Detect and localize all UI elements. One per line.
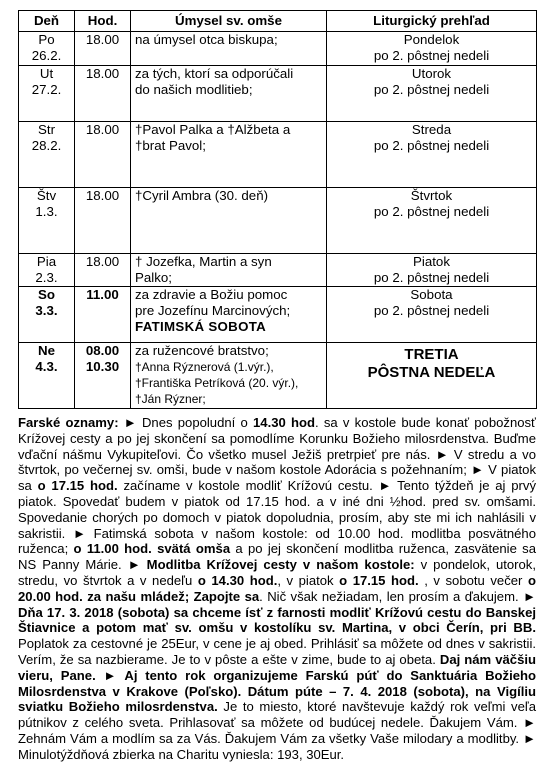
time-value: 08.00 [85,343,120,358]
liturgy-cell [327,343,537,409]
day-name: Štv [36,188,57,203]
text-run: Je to miesto, ktoré navštevuje každý rok veľmi veľa pútnikov z celého sveta. Prihlasovať sa môžete od budúcej nedele. Ďakujem Vám. ► Zehnám Vám a modlím sa za Vás. Ďakujem Vám za všetky Vaše milodary a modlitby. ► Minulotýždňová zbierka na Charitu vyniesla: 193, 30Eur. [18,699,536,762]
text-run-bold: o 20.00 hod. za našu mládež; Zapojte sa [18,572,536,604]
liturgy-day: Sobota [410,287,453,302]
liturgy-day: Piatok [413,254,450,269]
text-run: , v piatok [277,572,340,588]
liturgy-cell [327,32,537,66]
intention-cell [131,66,327,122]
time-cell: 18.00 [75,254,131,287]
text-run-bold: o 14.30 hod. [197,572,278,588]
liturgy-note: po 2. pôstnej nedeli [373,48,490,63]
day-date: 3.3. [35,303,58,318]
text-run: . Nič však nežiadam, len prosím a ďakujem. ► [259,588,536,604]
liturgy-note: po 2. pôstnej nedeli [373,204,490,219]
intention-cell [131,122,327,188]
parish-announcements [18,415,536,763]
table-row [19,32,537,66]
liturgy-day [329,343,534,382]
time-cell [75,343,131,409]
intention-cell [131,188,327,254]
table-row [19,122,537,188]
table-row [19,188,537,254]
text-run-bold: Aj tento rok organizujeme Farskú púť do Sanktuária Božieho Milosrdenstva v Krakove (Poľsko). Dátum púte – 7. 4. 2018 (sobota), na Vigíliu sviatku Božieho milosrdenstva. [18,667,536,715]
day-cell [19,122,75,188]
intention-cell [131,254,327,287]
text-run-bold: Dňa 17. 3. 2018 (sobota) sa chceme ísť z farnosti modliť Krížovú cestu do Banskej Štiavnice a potom mať sv. omšu v kostolíku sv. Martina, v obci Čerín, pri BB. [18,604,536,636]
text-run-bold: Modlitba Krížovej cesty v našom kostole: [146,557,415,573]
day-cell [19,254,75,287]
liturgy-cell [327,287,537,343]
text-run-bold: o 17.15 hod. [339,572,419,588]
intention-line: †brat Pavol; [135,138,206,153]
sunday-title-line: TRETIA [404,346,459,363]
intention-line: za tých, ktorí sa odporúčali [135,66,294,81]
time-cell: 11.00 [75,287,131,343]
intention-line: Palko; [135,270,172,285]
day-name: Ne [38,343,55,358]
day-cell [19,32,75,66]
time-cell: 18.00 [75,66,131,122]
liturgy-day: Utorok [411,66,452,81]
intention-line: † Jozefka, Martin a syn [135,254,272,269]
text-run: v pondelok, utorok, stredu, vo štvrtok a v nedeľu [18,557,536,588]
intention-line: †Anna Rýznerová (1.výr.), [135,360,274,374]
liturgy-cell [327,122,537,188]
sunday-title-line: PÔSTNA NEDEĽA [367,364,496,381]
liturgy-day: Pondelok [403,32,460,47]
intention-line: do našich modlitieb; [135,82,253,97]
time-cell: 18.00 [75,122,131,188]
mass-schedule-table [18,10,537,409]
text-run-bold: o 11.00 hod. svätá omša [73,541,231,557]
intention-cell [131,343,327,409]
day-date: 1.3. [35,204,58,219]
header-hod: Hod. [75,11,131,32]
table-header-row [19,11,537,32]
day-cell [19,188,75,254]
time-value: 10.30 [85,359,120,374]
intention-line: †Ján Rýzner; [135,392,206,406]
liturgy-cell [327,188,537,254]
text-run: . sa v kostole bude konať pobožnosť Krížovej cesty a po jej skončení sa pomodlíme Korunku Božieho milosrdenstva. Buďme vďační nášmu Vykupiteľovi. Čo všetko musel Ježiš pretrpieť pre nás. ► V stredu a vo štvrtok, po večernej sv. omši, bude v našom kostole Adorácia s požehnaním; ► V piatok sa [18,415,536,494]
liturgy-note: po 2. pôstnej nedeli [373,82,490,97]
liturgy-note: po 2. pôstnej nedeli [373,270,490,285]
header-liturgicky: Liturgický prehľad [327,11,537,32]
text-run: ► Dnes popoludní o [118,415,254,430]
text-run: , v sobotu večer [418,572,528,588]
intention-cell [131,287,327,343]
table-row [19,66,537,122]
day-cell [19,343,75,409]
day-name: Pia [36,254,57,269]
day-name: Ut [39,66,54,81]
liturgy-note: po 2. pôstnej nedeli [373,303,490,318]
liturgy-day: Štvrtok [410,188,453,203]
intention-line: pre Jozefínu Marcinových; [135,303,291,318]
text-run-bold: Daj nám väčšiu vieru, Pane. [18,651,536,683]
liturgy-day: Streda [411,122,452,137]
day-date: 28.2. [31,138,62,153]
text-run-bold: o 17.15 hod. [37,478,118,494]
day-name: Po [38,32,55,47]
day-name: So [38,287,55,302]
liturgy-note: po 2. pôstnej nedeli [373,138,490,153]
text-run: začíname v kostole modliť Krížovú cestu. ► Tento týždeň je aj prvý piatok. Spovedať budem v piatok od 17.15 hod. a v iné dni ½hod. pred sv. omšami. Spovedanie chorých po domoch v piatok dopoludnia, prosím, aby ste mi ich nahlásili v sakristii. ► Fatimská sobota v našom kostole: od 10.00 hod. modlitba posvätného ruženca; [18,478,536,557]
fatima-saturday-note: FATIMSKÁ SOBOTA [135,319,267,334]
announcements-heading: Farské oznamy: [18,415,119,430]
intention-cell [131,32,327,66]
day-date: 2.3. [35,270,58,285]
table-row [19,254,537,287]
day-date: 4.3. [35,359,58,374]
liturgy-cell [327,66,537,122]
intention-line: na úmysel otca biskupa; [135,32,278,47]
intention-line: †Františka Petríková (20. výr.), [135,376,299,390]
day-date: 27.2. [31,82,62,97]
table-row [19,287,537,343]
text-run-bold: 14.30 hod [253,415,315,430]
intention-line: †Pavol Palka a †Alžbeta a [135,122,291,137]
day-name: Str [38,122,55,137]
day-cell [19,287,75,343]
liturgy-cell [327,254,537,287]
time-cell: 18.00 [75,188,131,254]
time-cell: 18.00 [75,32,131,66]
header-umysel: Úmysel sv. omše [131,11,327,32]
intention-line: za zdravie a Božiu pomoc [135,287,288,302]
day-date: 26.2. [31,48,62,63]
table-row [19,343,537,409]
header-den: Deň [19,11,75,32]
text-run: ► [95,667,125,683]
text-run: Poplatok za cestovné je 25Eur, v cene je aj obed. Prihlásiť sa môžete od dnes v sakristii. Verím, že sa nazbierame. Je to v pôste a ešte v zime, bude to aj obeta. [18,636,536,667]
intention-line: za ružencové bratstvo; [135,343,269,358]
announcements-text [18,415,536,763]
intention-line: †Cyril Ambra (30. deň) [135,188,269,203]
day-cell [19,66,75,122]
text-run: a po jej skončení modlitba ruženca, zasvätenie sa NS Panny Márie. ► [18,541,537,573]
